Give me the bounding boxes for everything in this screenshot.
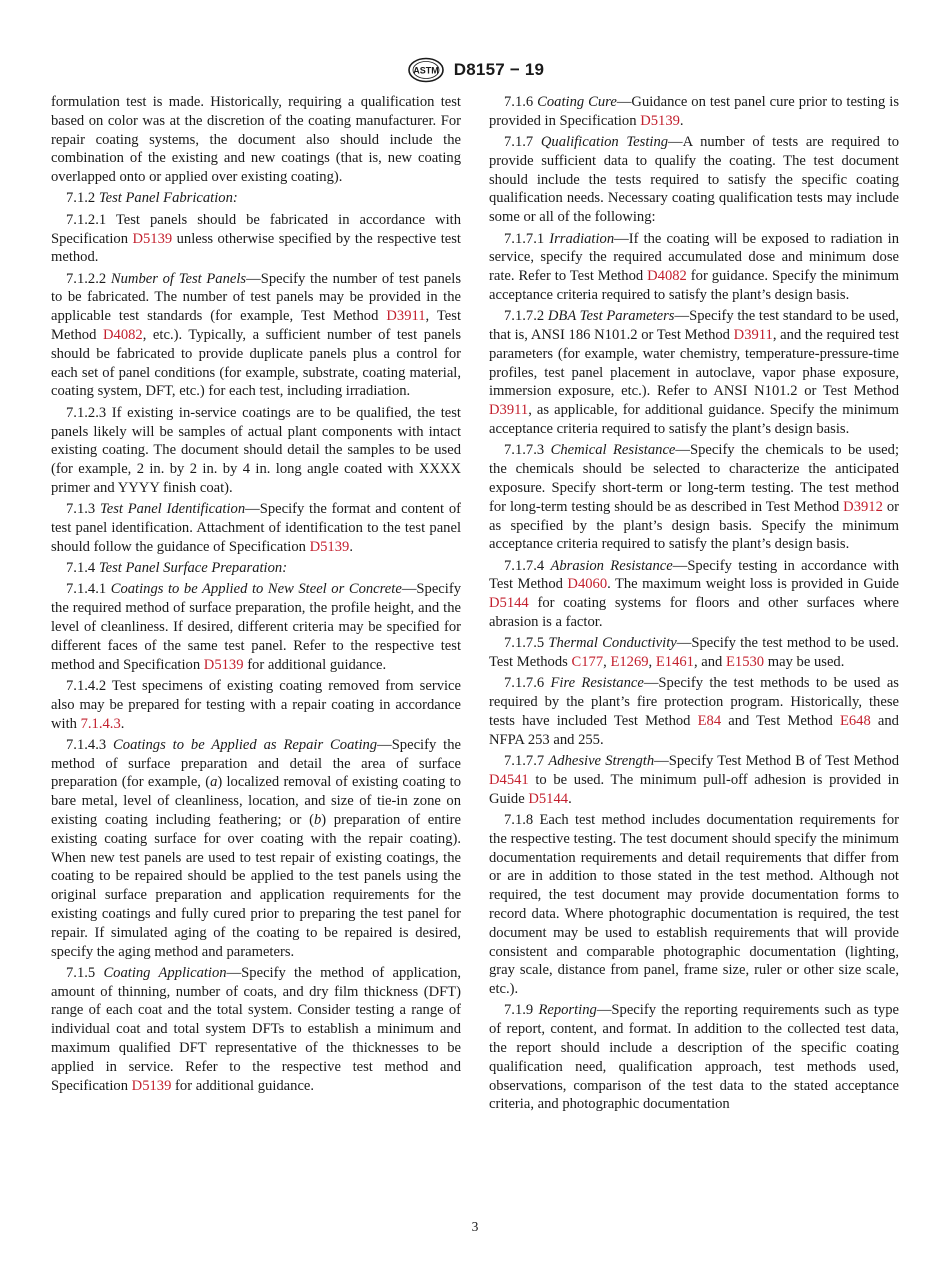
- ref-link[interactable]: D4541: [489, 771, 529, 788]
- ref-link[interactable]: D5139: [132, 230, 173, 247]
- paragraph-7-1-9: 7.1.9 Reporting—Specify the reporting requirements such as type of report, content, and format. In addition to the collected test data, the report should include a description of the specific coating qualification need, qualification approach, test methods used, observations, comparison of the test data to the stated acceptance criteria, and photographic documentation: [489, 1002, 899, 1113]
- paragraph-7-1-7-5: 7.1.7.5 Thermal Conductivity—Specify the test method to be used. Test Methods C177, E1269, E1461, and E1530 may be used.: [489, 635, 899, 671]
- paragraph-7-1-7-4: 7.1.7.4 Abrasion Resistance—Specify testing in accordance with Test Method D4060. The maximum weight loss is provided in Guide D5144 for coating systems for floors and other surfaces where abrasion is a factor.: [489, 557, 900, 631]
- ref-link[interactable]: E648: [839, 713, 871, 729]
- ref-link[interactable]: D3911: [733, 327, 773, 344]
- ref-link[interactable]: D5139: [640, 112, 680, 129]
- ref-link[interactable]: D3911: [386, 308, 426, 325]
- svg-text:ASTM: ASTM: [413, 65, 439, 76]
- paragraph-7-1-7-2: 7.1.7.2 DBA Test Parameters—Specify the test standard to be used, that is, ANSI 186 N101.2 or Test Method D3911, and the required test parameters (for example, water chemistry, temperature-pressure-time profiles, test panel placement in autoclave, vapor phase exposure, immersion exposure, etc.). Refer to ANSI N101.2 or Test Method D3911, as applicable, for additional guidance. Specify the minimum acceptance criteria required to satisfy the plant’s design basis.: [489, 308, 900, 438]
- paragraph-7-1-7-1: 7.1.7.1 Irradiation—If the coating will be exposed to radiation in service, specify the required accumulated dose and minimum dose rate. Refer to Test Method D4082 for guidance. Specify the minimum acceptance criteria required to satisfy the plant’s design basis.: [489, 230, 900, 303]
- paragraph-7-1-8: 7.1.8 Each test method includes documentation requirements for the respective testing. The test document should specify the minimum documentation requirements and detail requirements that differ from or are in addition to those stated in the test method. Although not required, the test document may provide documentation forms to record data. Where photographic documentation is required, the test document may be used to establish requirements that will provide consistent and comparable photographic documentation (lighting, gray scale, distance from panel, frame size, ruler or other size scale, etc.).: [489, 811, 899, 998]
- paragraph-7-1-7-6: 7.1.7.6 Fire Resistance—Specify the test methods to be used as required by the plant’s fire protection program. Historically, these tests have included Test Method E84 and Test Method E648 and NFPA 253 and 255.: [489, 675, 899, 748]
- paragraph-7-1-2-1: 7.1.2.1 Test panels should be fabricated in accordance with Specification D5139 unless otherwise specified by the respective test method.: [51, 211, 461, 266]
- left-column: [51, 93, 461, 1095]
- paragraph-7-1-7-7: 7.1.7.7 Adhesive Strength—Specify Test Method B of Test Method D4541 to be used. The minimum pull-off adhesion is provided in Guide D5144.: [489, 753, 899, 807]
- paragraph-7-1-4: 7.1.4 Test Panel Surface Preparation:: [66, 560, 288, 577]
- ref-link[interactable]: D3911: [489, 402, 529, 419]
- ref-link[interactable]: D5139: [131, 1077, 172, 1094]
- paragraph-7-1-2-3: 7.1.2.3 If existing in-service coatings are to be qualified, the test panels likely will be samples of actual plant components with intact existing coating. The document should detail the samples to be used (for example, 2 in. by 2 in. by 4 in. long angle coated with XXXX primer and YYYY finish coat).: [51, 404, 461, 496]
- paragraph-7-1-7-3: 7.1.7.3 Chemical Resistance—Specify the chemicals to be used; the chemicals should be selected to characterize the anticipated exposure. Specify short-term or long-term testing. The test method for long-term testing should be as described in Test Method D3912 or as specified by the plant’s design basis. Specify the minimum acceptance criteria required to satisfy the plant’s design basis.: [489, 442, 899, 553]
- ref-link[interactable]: D5144: [528, 790, 569, 807]
- ref-link[interactable]: D5139: [309, 538, 350, 555]
- ref-link[interactable]: D5144: [489, 595, 529, 612]
- page-header: [0, 56, 950, 84]
- ref-link[interactable]: E1269: [610, 654, 649, 671]
- ref-link[interactable]: C177: [571, 654, 604, 671]
- paragraph-7-1-4-3: 7.1.4.3 Coatings to be Applied as Repair Coating—Specify the method of surface preparation and detail the area of surface preparation (for example, (a) localized removal of existing coating to bare metal, level of cleanliness, location, and size of tie-in zone on existing coating including feathering; or (b) preparation of entire existing coating surface for over coating with the repair coating). When new test panels are used to test repair of existing coatings, the coating to be repaired should be applied to the test panels using the original surface preparation and application requirements for the existing coatings and fully cured prior to preparing the test panel for repair. If simulated aging of the coating to be repaired is desired, specify the aging method and parameters.: [51, 736, 461, 960]
- paragraph-7-1-3: 7.1.3 Test Panel Identification—Specify the format and content of test panel identification. Attachment of identification to the test panel should follow the guidance of Specification D5139.: [51, 501, 461, 555]
- ref-link[interactable]: D4060: [567, 576, 608, 593]
- astm-logo-icon: [406, 57, 446, 83]
- ref-link[interactable]: D4082: [102, 327, 143, 344]
- paragraph-7-1-5: 7.1.5 Coating Application—Specify the method of application, amount of thinning, number of coats, and dry film thickness (DFT) range of each coat and the total system. Consider testing a range of individual coat and total system DFTs to establish a minimum and maximum qualified DFT representative of the thicknesses to be applied in service. Refer to the respective test method and Specification D5139 for additional guidance.: [51, 964, 462, 1094]
- right-column: [489, 93, 899, 1114]
- page-number: 3: [471, 1219, 479, 1234]
- ref-link[interactable]: E1461: [655, 654, 694, 671]
- paragraph-formulation-cont: formulation test is made. Historically, requiring a qualification test based on color was at the discretion of the coating manufacturer. For repair coating systems, the document also should include the combination of the existing and new coatings (that is, new coating overlapped onto or applied over existing coating).: [51, 94, 461, 186]
- paragraph-7-1-2-2: 7.1.2.2 Number of Test Panels—Specify the number of test panels to be fabricated. The number of test panels may be provided in the applicable test standards (for example, Test Method D3911, Test Method D4082, etc.). Typically, a sufficient number of test panels should be fabricated to provide duplicate panels plus a control for each set of panel conditions (for example, substrate, coating material, coating system, DFT, etc.) for each test, including irradiation.: [51, 270, 462, 400]
- ref-link[interactable]: E1530: [726, 654, 765, 671]
- ref-link[interactable]: D3912: [843, 498, 883, 515]
- ref-link[interactable]: 7.1.4.3: [80, 715, 121, 732]
- paragraph-7-1-6: 7.1.6 Coating Cure—Guidance on test panel cure prior to testing is provided in Specification D5139.: [489, 94, 900, 129]
- paragraph-7-1-7: 7.1.7 Qualification Testing—A number of tests are required to provide sufficient data to qualify the coating. The test document should include the tests required to satisfy the specific coating qualification needs. Necessary coating qualification tests may include some or all of the following:: [489, 134, 899, 226]
- ref-link[interactable]: D4082: [647, 268, 687, 285]
- paragraph-7-1-4-1: 7.1.4.1 Coatings to be Applied to New Steel or Concrete—Specify the required method of surface preparation, the profile height, and the level of cleanliness. If desired, different criteria may be specified for different faces of the same test panel. Refer to the respective test method and Specification D5139 for additional guidance.: [51, 581, 461, 673]
- paragraph-7-1-2: 7.1.2 Test Panel Fabrication:: [66, 190, 238, 207]
- document-designation: D8157 − 19: [453, 60, 545, 79]
- ref-link[interactable]: D5139: [203, 656, 244, 673]
- ref-link[interactable]: E84: [697, 713, 722, 729]
- paragraph-7-1-4-2: 7.1.4.2 Test specimens of existing coating removed from service also may be prepared for testing with a repair coating in accordance with 7.1.4.3.: [51, 677, 461, 732]
